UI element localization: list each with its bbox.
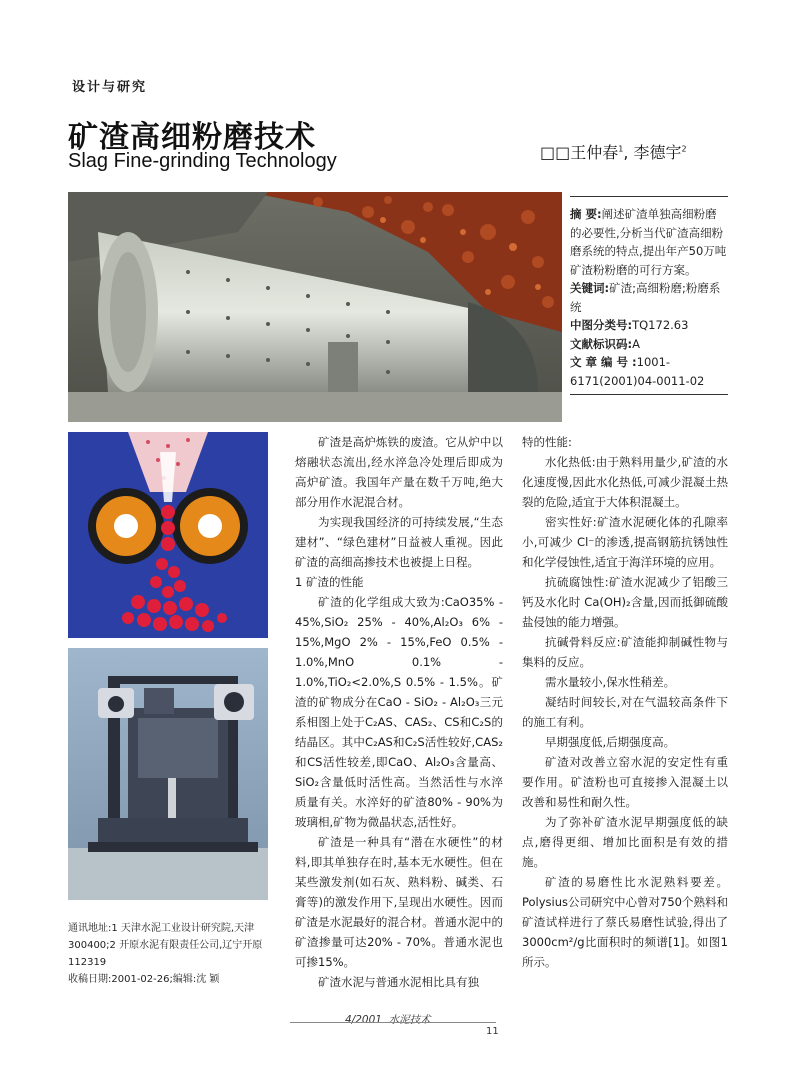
section-label: 设计与研究 [72,80,148,95]
page-number: 11 [486,1026,499,1037]
col2-paragraph: 抗硫腐蚀性:矿渣水泥减少了铝酸三钙及水化时 Ca(OH)₂含量,因而抵御硫酸盐侵蚀的能力增强。 [522,575,728,629]
col1-paragraph: 矿渣是高炉炼铁的废渣。它从炉中以熔融状态流出,经水淬急冷处理后即成为高炉矿渣。我国年产量在数千万吨,绝大部分用作水泥混合材。 [295,435,503,509]
section-heading-1: 1 矿渣的性能 [295,575,364,589]
author-2: 李德宇 [633,143,682,162]
article-no-value: 1001-6171(2001)04-0011-02 [570,355,705,388]
roller-press-diagram [68,432,268,638]
abstract-block [570,196,728,395]
col2-paragraph: 矿渣对改善立窑水泥的安定性有重要作用。矿渣粉也可直接掺入混凝土以改善和易性和耐久性。 [522,755,728,809]
col1-paragraph: 为实现我国经济的可持续发展,“生态建材”、“绿色建材”日益被人重视。因此矿渣的高细高掺技术也被提上日程。 [295,515,503,569]
article-no-label: 文 章 编 号 : [570,355,637,369]
author-prefix: □□ [540,143,571,162]
col2-paragraph: 凝结时间较长,对在气温较高条件下的施工有利。 [522,695,728,729]
authors-line [540,140,687,163]
keywords-label: 关键词: [570,281,610,295]
col2-paragraph: 需水量较小,保水性稍差。 [545,675,676,689]
abstract-text: 阐述矿渣单独高细粉磨的必要性,分析当代矿渣高细粉磨系统的特点,提出年产50万吨矿渣粉粉磨的可行方案。 [570,207,727,277]
keywords-text: 矿渣;高细粉磨;粉磨系统 [570,281,721,314]
author-1-sup: 1 [618,144,624,154]
footnote-address: 通讯地址:1 天津水泥工业设计研究院,天津 300400;2 开原水泥有限责任公司,辽宁开原 112319 [68,923,263,968]
doc-code-value: A [632,336,640,351]
doc-code-label: 文献标识码: [570,336,633,351]
col2-paragraph: 密实性好:矿渣水泥硬化体的孔隙率小,可减少 Cl⁻的渗透,提高钢筋抗锈蚀性和化学侵蚀性,适宜于海洋环境的应用。 [522,515,728,569]
body-column-1 [295,432,503,992]
col1-paragraph: 矿渣的化学组成大致为:CaO35% - 45%,SiO₂ 25% - 40%,Al₂O₃ 6% - 15%,MgO 2% - 15%,FeO 0.5% - 1.0%,MnO 0.1% - 1.0%,TiO₂<2.0%,S 0.5% - 1.5%。矿渣的矿物成分在CaO - SiO₂ - Al₂O₃三元系相图上处于C₂AS、CAS₂、CS和C₂S的结晶区。其中C₂AS和C₂S活性较好,CAS₂和CS活性较差,即CaO、Al₂O₃含量高、SiO₂含量低时活性高。当然活性与水淬质量有关。水淬好的矿渣80% - 90%为玻璃相,矿物为微晶状态,活性好。 [295,595,503,829]
clc-label: 中图分类号: [570,318,633,332]
footer-journal: 水泥技术 [388,1014,431,1026]
body-column-2 [522,432,728,972]
col2-paragraph: 抗碱骨料反应:矿渣能抑制碱性物与集料的反应。 [522,635,728,669]
footnote-received: 收稿日期:2001-02-26;编辑:沈 颖 [68,974,220,985]
article-title-cn: 矿渣高细粉磨技术 [68,120,316,155]
abstract-label: 摘 要: [570,207,602,221]
abstract-bottom-rule [570,394,728,395]
page-footer [345,1012,431,1027]
col1-paragraph: 矿渣是一种具有“潜在水硬性”的材料,即其单独存在时,基本无水硬性。但在某些激发剂(如石灰、熟料粉、碱类、石膏等)的激发作用下,呈现出水硬性。因而矿渣是水泥最好的混合材。普通水泥中的矿渣掺量可达20% - 70%。普通水泥也可掺15%。 [295,835,503,969]
vertical-mill-photo [68,648,268,900]
col1-paragraph: 矿渣水泥与普通水泥相比具有独 [318,975,479,989]
author-footnote [68,920,273,988]
footer-issue: 4/2001 [345,1014,382,1026]
col2-paragraph: 矿渣的易磨性比水泥熟料要差。Polysius公司研究中心曾对750个熟料和矿渣试样进行了蔡氏易磨性试验,得出了3000cm²/g比面积时的频谱[1]。如图1所示。 [522,875,728,969]
author-1: 王仲春 [570,143,619,162]
footer-rule [290,1022,496,1023]
clc-value: TQ172.63 [632,318,689,332]
author-sep: , [623,143,634,162]
author-2-sup: 2 [681,144,687,154]
col2-paragraph: 为了弥补矿渣水泥早期强度低的缺点,磨得更细、增加比面积是有效的措施。 [522,815,728,869]
col2-paragraph: 特的性能: [522,435,572,449]
col2-paragraph: 水化热低:由于熟料用量少,矿渣的水化速度慢,因此水化热低,可减少混凝土热裂的危险,适宜于大体积混凝土。 [522,455,728,509]
article-title-en: Slag Fine-grinding Technology [68,150,337,172]
col2-paragraph: 早期强度低,后期强度高。 [545,735,676,749]
hero-photo-ball-mill [68,192,562,422]
